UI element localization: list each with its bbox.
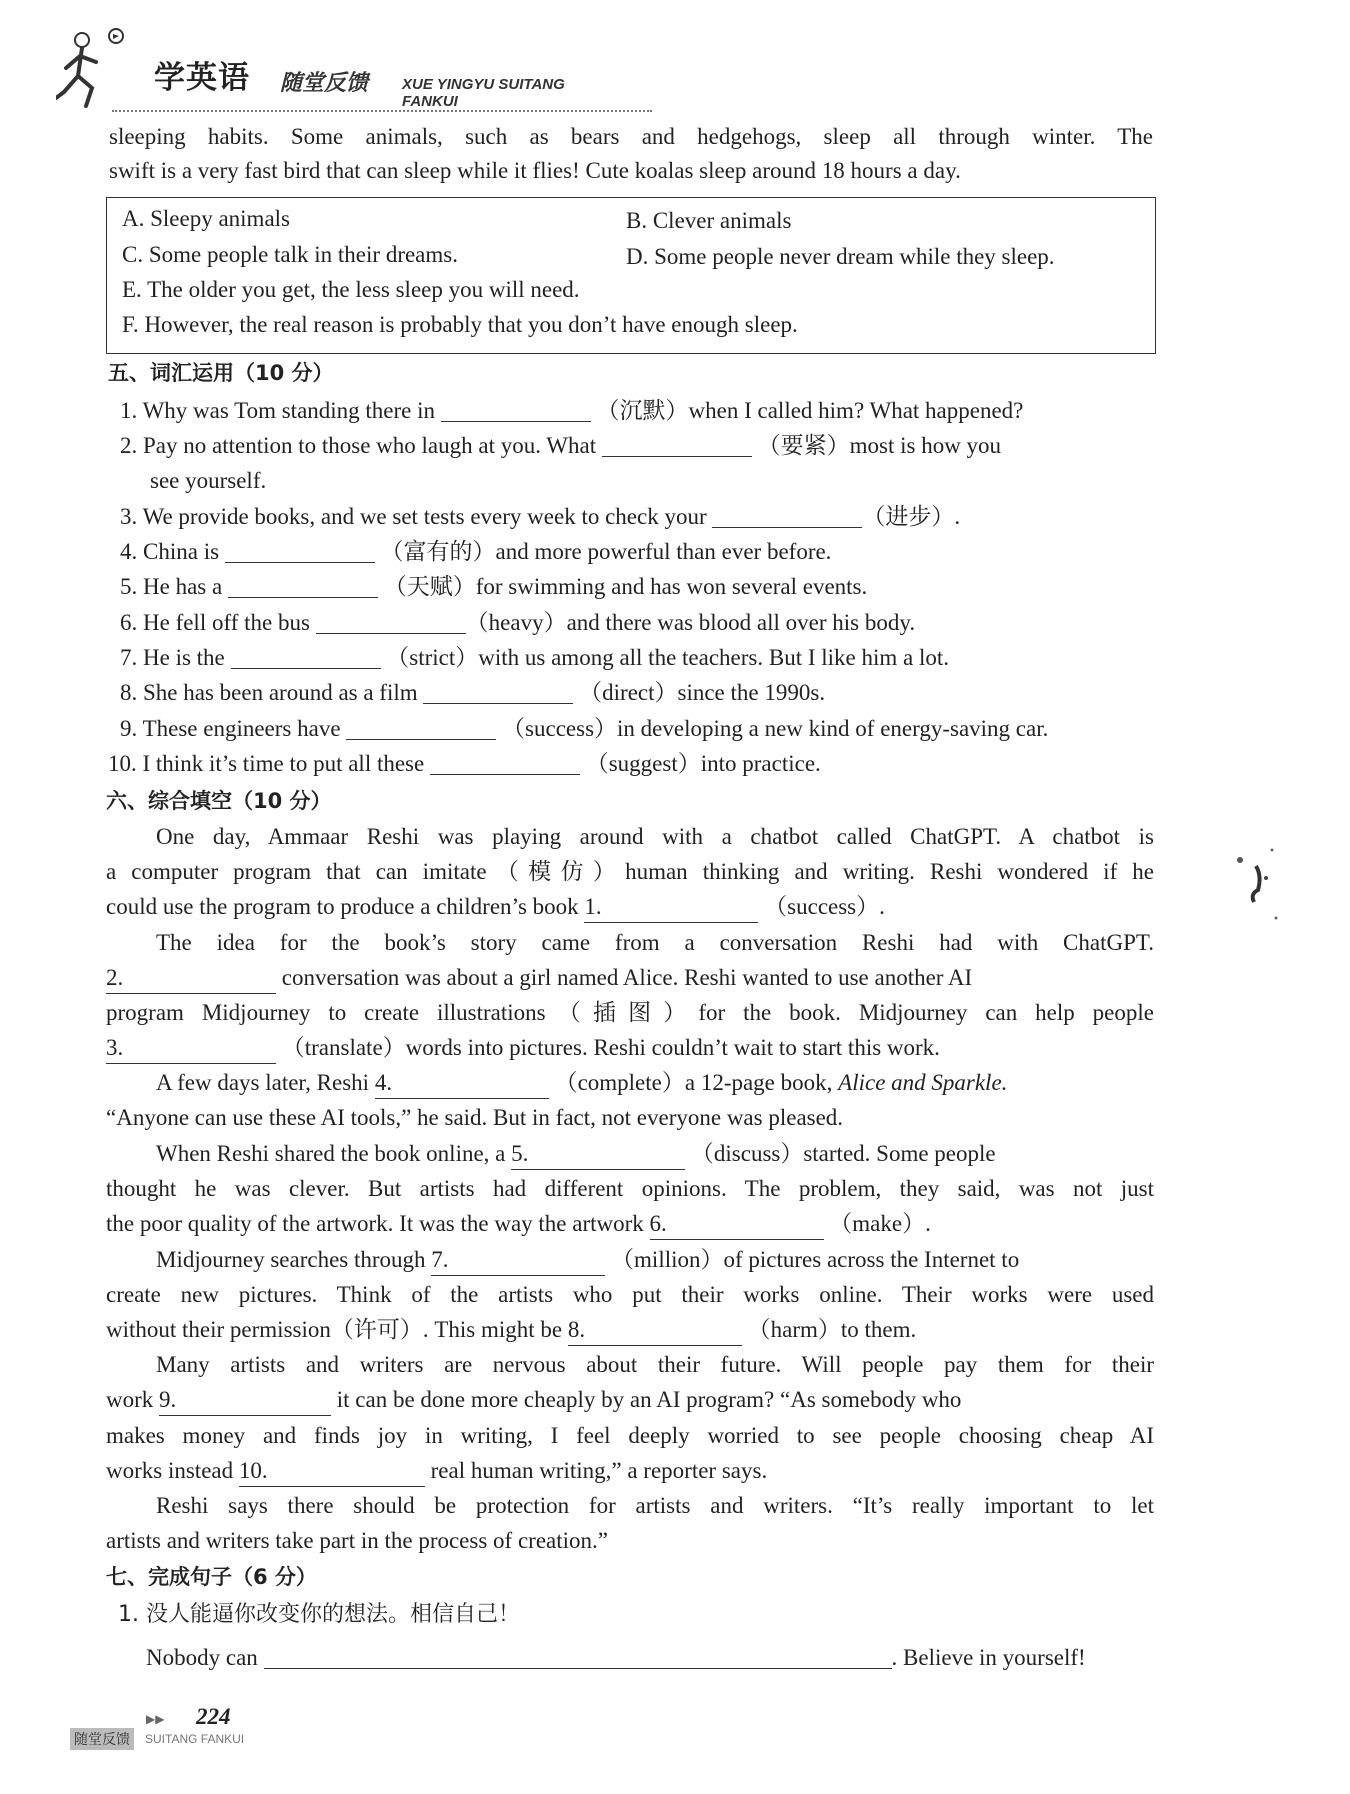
question-1-english: Nobody can . Believe in yourself!	[146, 1645, 1086, 1670]
answer-blank[interactable]: 8.	[568, 1315, 742, 1346]
answer-blank[interactable]: 2.	[106, 963, 276, 994]
answer-blank[interactable]: 3.	[106, 1033, 276, 1064]
answer-blank[interactable]	[264, 1644, 892, 1669]
header-divider	[112, 110, 652, 112]
question-8: 8. She has been around as a film （direct）since the 1990s.	[120, 680, 826, 705]
question-4: 4. China is （富有的）and more powerful than ever before.	[120, 539, 832, 564]
page-number: 224	[196, 1704, 231, 1729]
passage-line: Many artists and writers are nervous about their future. Will people pay them for their	[156, 1352, 1154, 1377]
answer-blank[interactable]	[602, 432, 752, 457]
passage-line: When Reshi shared the book online, a 5. （discuss）started. Some people	[156, 1139, 996, 1170]
passage-line: 2. conversation was about a girl named Alice. Reshi wanted to use another AI	[106, 963, 972, 994]
answer-blank[interactable]	[225, 538, 375, 563]
passage-line: swift is a very fast bird that can sleep while it flies! Cute koalas sleep around 18 hours a day.	[109, 158, 961, 183]
answer-blank[interactable]: 1.	[584, 892, 758, 923]
option-e: E. The older you get, the less sleep you will need.	[122, 277, 580, 302]
question-6: 6. He fell off the bus （heavy）and there was blood all over his body.	[120, 610, 916, 635]
passage-line: sleeping habits. Some animals, such as bears and hedgehogs, sleep all through winter. The	[109, 124, 1153, 149]
answer-blank[interactable]: 6.	[650, 1209, 824, 1240]
answer-blank[interactable]	[346, 715, 496, 740]
passage-line: makes money and finds joy in writing, I feel deeply worried to see people choosing cheap AI	[106, 1423, 1154, 1448]
answer-blank[interactable]	[231, 644, 381, 669]
answer-blank[interactable]	[441, 397, 591, 422]
question-7: 7. He is the （strict）with us among all the teachers. But I like him a lot.	[120, 645, 950, 670]
passage-line: without their permission（许可）. This might be 8. （harm）to them.	[106, 1315, 916, 1346]
passage-line: create new pictures. Think of the artists who put their works online. Their works were used	[106, 1282, 1154, 1307]
passage-line: the poor quality of the artwork. It was the way the artwork 6. （make）.	[106, 1209, 931, 1240]
option-a: A. Sleepy animals	[122, 206, 290, 231]
passage-line: works instead 10. real human writing,” a reporter says.	[106, 1456, 767, 1487]
answer-blank[interactable]: 7.	[431, 1245, 605, 1276]
answer-blank[interactable]: 10.	[239, 1456, 425, 1487]
passage-line: thought he was clever. But artists had different opinions. The problem, they said, was not just	[106, 1176, 1154, 1201]
passage-line: A few days later, Reshi 4. （complete）a 12-page book, Alice and Sparkle.	[156, 1068, 1007, 1099]
passage-line: could use the program to produce a children’s book 1. （success）.	[106, 892, 885, 923]
passage-line: a computer program that can imitate（模仿）human thinking and writing. Reshi wondered if he	[106, 859, 1154, 884]
section-title: 五、词汇运用（10 分）	[108, 361, 334, 385]
passage-line: 3. （translate）words into pictures. Reshi couldn’t wait to start this work.	[106, 1033, 940, 1064]
option-c: C. Some people talk in their dreams.	[122, 242, 458, 267]
question-10: 10. I think it’s time to put all these （suggest）into practice.	[108, 751, 821, 776]
answer-blank[interactable]: 5.	[511, 1139, 685, 1170]
passage-line: Midjourney searches through 7. （million）of pictures across the Internet to	[156, 1245, 1019, 1276]
question-1-chinese: 1. 没人能逼你改变你的想法。相信自己！	[118, 1602, 520, 1627]
answer-blank[interactable]	[228, 573, 378, 598]
question-5: 5. He has a （天赋）for swimming and has won several events.	[120, 574, 868, 599]
passage-line: program Midjourney to create illustrations（插图）for the book. Midjourney can help people	[106, 1000, 1154, 1025]
passage-line: work 9. it can be done more cheaply by an AI program? “As somebody who	[106, 1385, 961, 1416]
header-title: 学英语	[154, 60, 250, 96]
header	[52, 22, 612, 114]
section-title: 七、完成句子（6 分）	[106, 1565, 317, 1589]
header-title-pinyin: XUE YINGYU SUITANG FANKUI	[402, 76, 565, 110]
answer-blank[interactable]	[316, 609, 466, 634]
page-arrows-icon: ▶▶	[146, 1712, 165, 1726]
option-b: B. Clever animals	[626, 208, 792, 233]
question-9: 9. These engineers have （success）in developing a new kind of energy-saving car.	[120, 716, 1049, 741]
option-f: F. However, the real reason is probably that you don’t have enough sleep.	[122, 312, 798, 337]
header-subtitle: 随堂反馈	[280, 71, 369, 96]
question-1: 1. Why was Tom standing there in （沉默）when I called him? What happened?	[120, 398, 1024, 423]
option-d: D. Some people never dream while they sleep.	[626, 244, 1055, 269]
answer-blank[interactable]: 4.	[375, 1068, 549, 1099]
ink-smudge-icon	[1232, 846, 1282, 926]
footer-label-pinyin: SUITANG FANKUI	[145, 1732, 245, 1746]
book-title: Alice and Sparkle.	[838, 1070, 1008, 1095]
question-3: 3. We provide books, and we set tests every week to check your （进步）.	[120, 504, 961, 529]
passage-line: Reshi says there should be protection for artists and writers. “It’s really important to let	[156, 1493, 1154, 1518]
question-2-cont: see yourself.	[150, 468, 267, 493]
question-2: 2. Pay no attention to those who laugh at you. What （要紧）most is how you	[120, 433, 1002, 458]
footer-label: 随堂反馈	[70, 1728, 134, 1750]
passage-line: One day, Ammaar Reshi was playing around with a chatbot called ChatGPT. A chatbot is	[156, 824, 1154, 849]
answer-blank[interactable]	[423, 679, 573, 704]
answer-blank[interactable]	[430, 750, 580, 775]
passage-line: artists and writers take part in the process of creation.”	[106, 1528, 608, 1553]
section-title: 六、综合填空（10 分）	[106, 789, 332, 813]
passage-line: The idea for the book’s story came from a conversation Reshi had with ChatGPT.	[156, 930, 1154, 955]
passage-line: “Anyone can use these AI tools,” he said. But in fact, not everyone was pleased.	[106, 1105, 844, 1130]
answer-blank[interactable]: 9.	[159, 1385, 331, 1416]
runner-logo-icon	[56, 26, 136, 114]
answer-blank[interactable]	[712, 503, 862, 528]
